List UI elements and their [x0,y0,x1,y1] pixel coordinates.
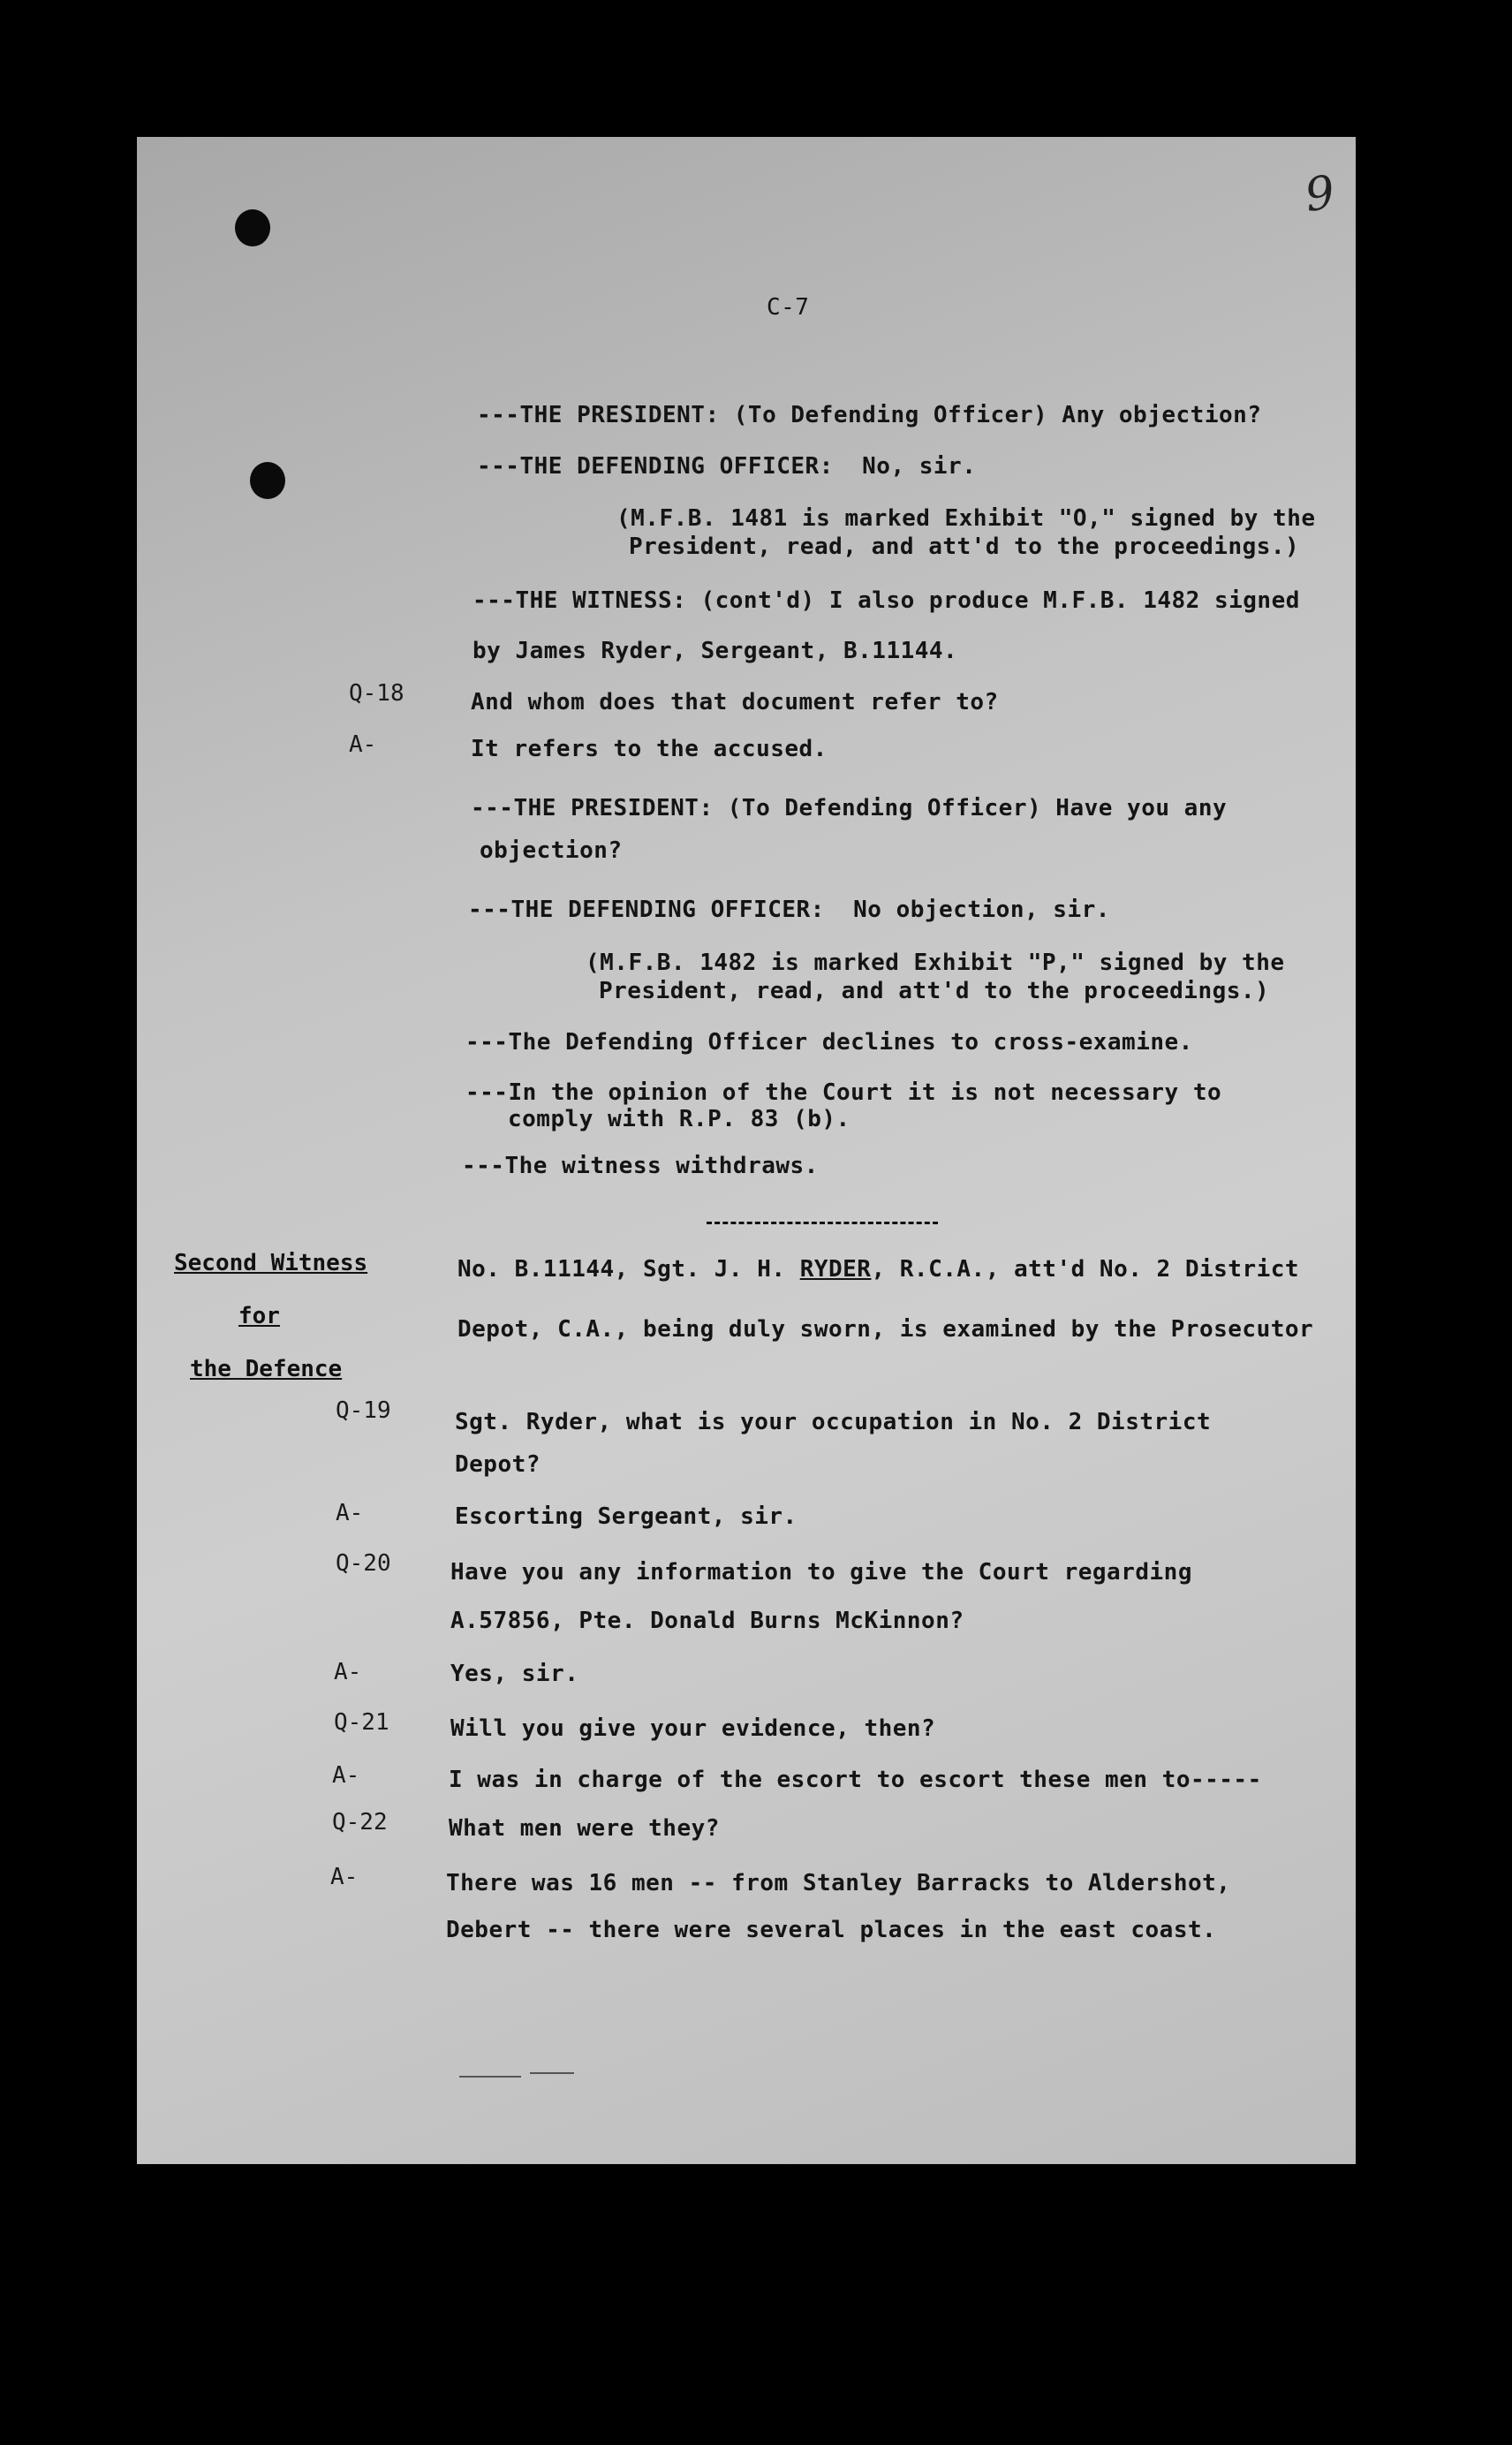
court-opinion-line-2: comply with R.P. 83 (b). [508,1106,850,1132]
answer-a18: It refers to the accused. [471,736,828,762]
faint-mark [530,2072,574,2074]
president-objection-line-2: ---THE PRESIDENT: (To Defending Officer) Have you any [471,795,1228,821]
answer-a22-cont: Debert -- there were several places in the east coast. [446,1917,1217,1943]
document-page [137,137,1356,2164]
question-label-q18: Q-18 [349,680,404,707]
witness-heading-line3: the Defence [190,1356,343,1382]
witness-intro-line1 [457,1256,1299,1283]
question-label-q20: Q-20 [336,1550,391,1577]
handwritten-page-number: 9 [1301,165,1339,223]
defending-officer-reply: ---THE DEFENDING OFFICER: No, sir. [477,453,977,480]
answer-a19: Escorting Sergeant, sir. [455,1503,798,1530]
witness-withdraws: ---The witness withdraws. [462,1153,819,1179]
question-q18: And whom does that document refer to? [471,689,999,715]
answer-a21: I was in charge of the escort to escort these men to----- [449,1767,1262,1793]
witness-intro-suffix: , R.C.A., att'd No. 2 District [871,1256,1300,1283]
answer-label-a22: A- [330,1864,359,1890]
exhibit-p-note-2: President, read, and att'd to the proceedings.) [599,978,1270,1004]
exhibit-p-note-1: (M.F.B. 1482 is marked Exhibit "P," signed by the [586,950,1285,976]
question-q19: Sgt. Ryder, what is your occupation in No. 2 District [455,1409,1212,1435]
witness-heading-line1: Second Witness [174,1250,368,1276]
witness-produce-line: ---THE WITNESS: (cont'd) I also produce M.F.B. 1482 signed [472,587,1300,614]
witness-produce-line-2: by James Ryder, Sergeant, B.11144. [472,638,958,664]
exhibit-o-note-1: (M.F.B. 1481 is marked Exhibit "O," signed by the [616,505,1316,532]
question-q19-cont: Depot? [455,1451,541,1478]
witness-intro-prefix: No. B.11144, Sgt. J. H. [457,1256,800,1283]
witness-heading-line2: for [238,1303,280,1329]
answer-label-a20: A- [334,1659,362,1685]
answer-a22: There was 16 men -- from Stanley Barracks to Aldershot, [446,1870,1231,1896]
witness-intro-line2: Depot, C.A., being duly sworn, is examined by the Prosecutor [457,1316,1314,1343]
question-label-q22: Q-22 [332,1809,388,1836]
question-q20: Have you any information to give the Court regarding [450,1559,1192,1586]
witness-name: RYDER [799,1256,872,1283]
defending-officer-reply-2: ---THE DEFENDING OFFICER: No objection, sir. [468,897,1110,923]
punch-hole-middle [250,462,285,499]
question-q21: Will you give your evidence, then? [450,1715,936,1742]
answer-label-a19: A- [336,1500,364,1526]
exhibit-o-note-2: President, read, and att'd to the proceedings.) [629,534,1300,560]
president-objection-line: ---THE PRESIDENT: (To Defending Officer) Any objection? [477,402,1262,428]
faint-mark [459,2076,521,2078]
question-label-q21: Q-21 [334,1709,389,1736]
question-q20-cont: A.57856, Pte. Donald Burns McKinnon? [450,1608,964,1634]
declines-cross-examine: ---The Defending Officer declines to cross-examine. [465,1029,1193,1056]
court-opinion-line-1: ---In the opinion of the Court it is not necessary to [465,1079,1222,1106]
section-divider [707,1222,938,1224]
question-label-q19: Q-19 [336,1397,391,1424]
president-objection-line-2b: objection? [480,837,623,864]
answer-label-a18: A- [349,731,377,758]
page-code: C-7 [767,294,810,321]
answer-label-a21: A- [332,1762,360,1789]
punch-hole-top [235,209,270,246]
question-q22: What men were they? [449,1815,720,1842]
answer-a20: Yes, sir. [450,1661,579,1687]
